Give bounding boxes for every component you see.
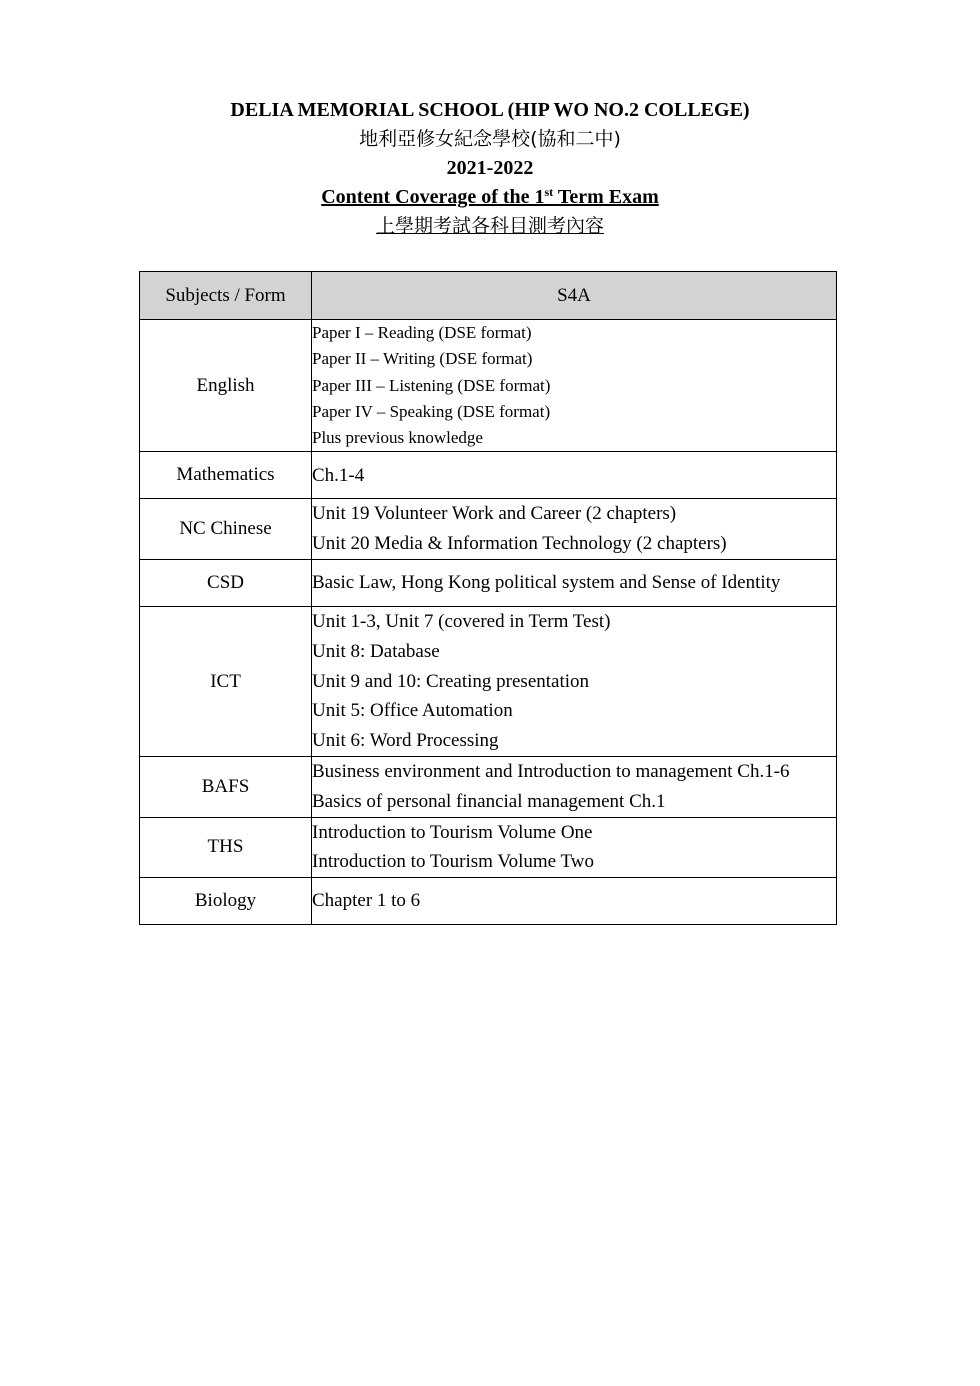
content-cell [312,878,837,925]
content-item: Chapter 1 to 6 [312,890,421,912]
content-item: Unit 9 and 10: Creating presentation [312,670,590,692]
content-item: Paper IV – Speaking (DSE format) [312,401,551,421]
content-item: Paper III – Listening (DSE format) [312,375,551,395]
content-item: Introduction to Tourism Volume One [312,821,593,843]
table-row [140,607,837,757]
title-suffix: Term Exam [553,186,659,208]
table-row [140,817,837,878]
subject-cell: NC Chinese [140,499,312,560]
content-item: Unit 5: Office Automation [312,700,513,722]
subject-cell: Mathematics [140,452,312,499]
content-item: Paper I – Reading (DSE format) [312,323,532,342]
subject-cell: ICT [140,607,312,757]
content-cell [312,607,837,757]
content-item: Unit 19 Volunteer Work and Career (2 chapters) [312,503,677,525]
content-item: Unit 6: Word Processing [312,730,499,752]
content-item: Paper II – Writing (DSE format) [312,349,533,369]
school-name-en: DELIA MEMORIAL SCHOOL (HIP WO NO.2 COLLEGE) [230,99,750,121]
content-item: Ch.1-4 [312,464,365,486]
content-cell [312,560,837,607]
content-item: Introduction to Tourism Volume Two [312,851,594,873]
subject-cell: THS [140,817,312,878]
academic-year: 2021-2022 [446,157,534,179]
document-title [0,183,980,212]
column-header-subject: Subjects / Form [140,272,312,320]
content-item: Business environment and Introduction to management Ch.1-6 [312,761,790,783]
content-item: Unit 8: Database [312,640,440,662]
content-item: Unit 20 Media & Information Technology (2 chapters) [312,533,727,555]
content-cell [312,452,837,499]
content-coverage-table [139,271,837,925]
document-header [0,96,980,241]
table-row [140,560,837,607]
school-name-zh: 地利亞修女紀念學校(協和二中) [359,128,621,150]
content-cell [312,499,837,560]
column-header-form: S4A [312,272,837,320]
subject-cell: English [140,320,312,452]
content-cell [312,817,837,878]
subject-cell: Biology [140,878,312,925]
document-title-zh: 上學期考試各科目測考內容 [375,215,604,237]
subject-cell: CSD [140,560,312,607]
table-row [140,499,837,560]
table-row [140,757,837,818]
content-item: Unit 1-3, Unit 7 (covered in Term Test) [312,611,611,633]
content-item: Basics of personal financial management Ch.1 [312,790,666,812]
table-row [140,452,837,499]
content-item: Basic Law, Hong Kong political system and Sense of Identity [312,572,781,594]
content-cell [312,320,837,452]
title-superscript: st [544,185,554,199]
table-row [140,320,837,452]
content-cell [312,757,837,818]
content-item: Plus previous knowledge [312,428,483,448]
title-prefix: Content Coverage of the 1 [321,186,545,208]
table-header-row [140,272,837,320]
table-row [140,878,837,925]
subject-cell: BAFS [140,757,312,818]
